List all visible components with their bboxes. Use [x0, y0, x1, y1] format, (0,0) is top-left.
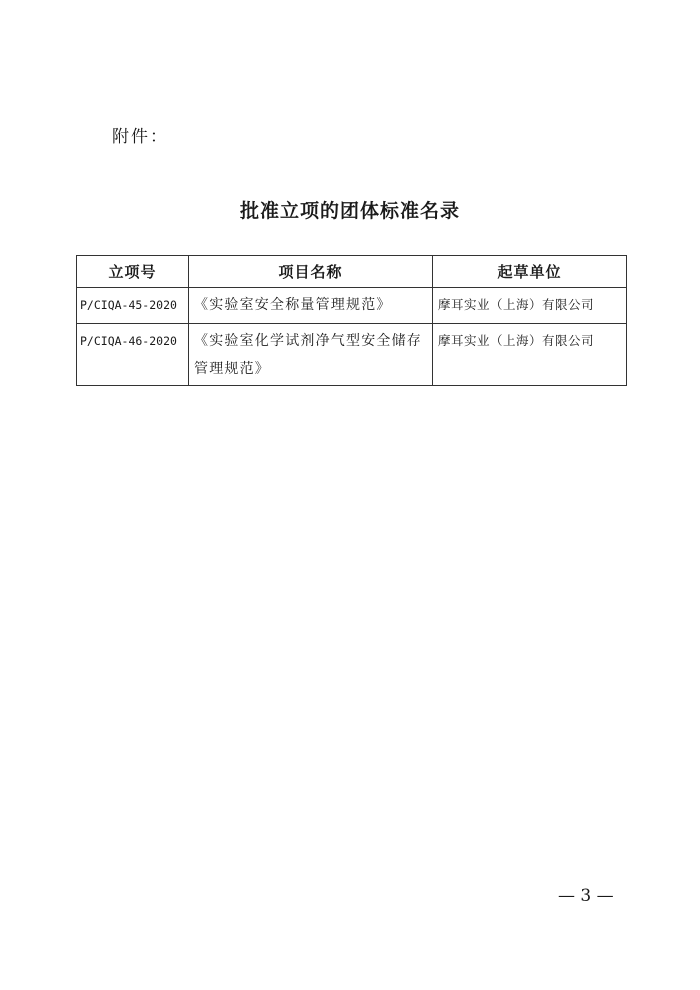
table-row [77, 288, 627, 324]
header-project-code: 立项号 [77, 256, 189, 288]
table-row [77, 324, 627, 386]
standards-table [76, 255, 627, 386]
drafting-org: 摩耳实业（上海）有限公司 [433, 288, 627, 324]
header-drafting-org: 起草单位 [433, 256, 627, 288]
page-number: — 3 — [558, 886, 614, 906]
project-name: 《实验室安全称量管理规范》 [189, 288, 433, 324]
project-name: 《实验室化学试剂净气型安全储存管理规范》 [189, 324, 433, 386]
attachment-label: 附件： [112, 127, 169, 147]
drafting-org: 摩耳实业（上海）有限公司 [433, 324, 627, 386]
document-title: 批准立项的团体标准名录 [239, 200, 460, 222]
project-code: P/CIQA-46-2020 [77, 324, 189, 386]
table-header-row [77, 256, 627, 288]
header-project-name: 项目名称 [189, 256, 433, 288]
project-code: P/CIQA-45-2020 [77, 288, 189, 324]
